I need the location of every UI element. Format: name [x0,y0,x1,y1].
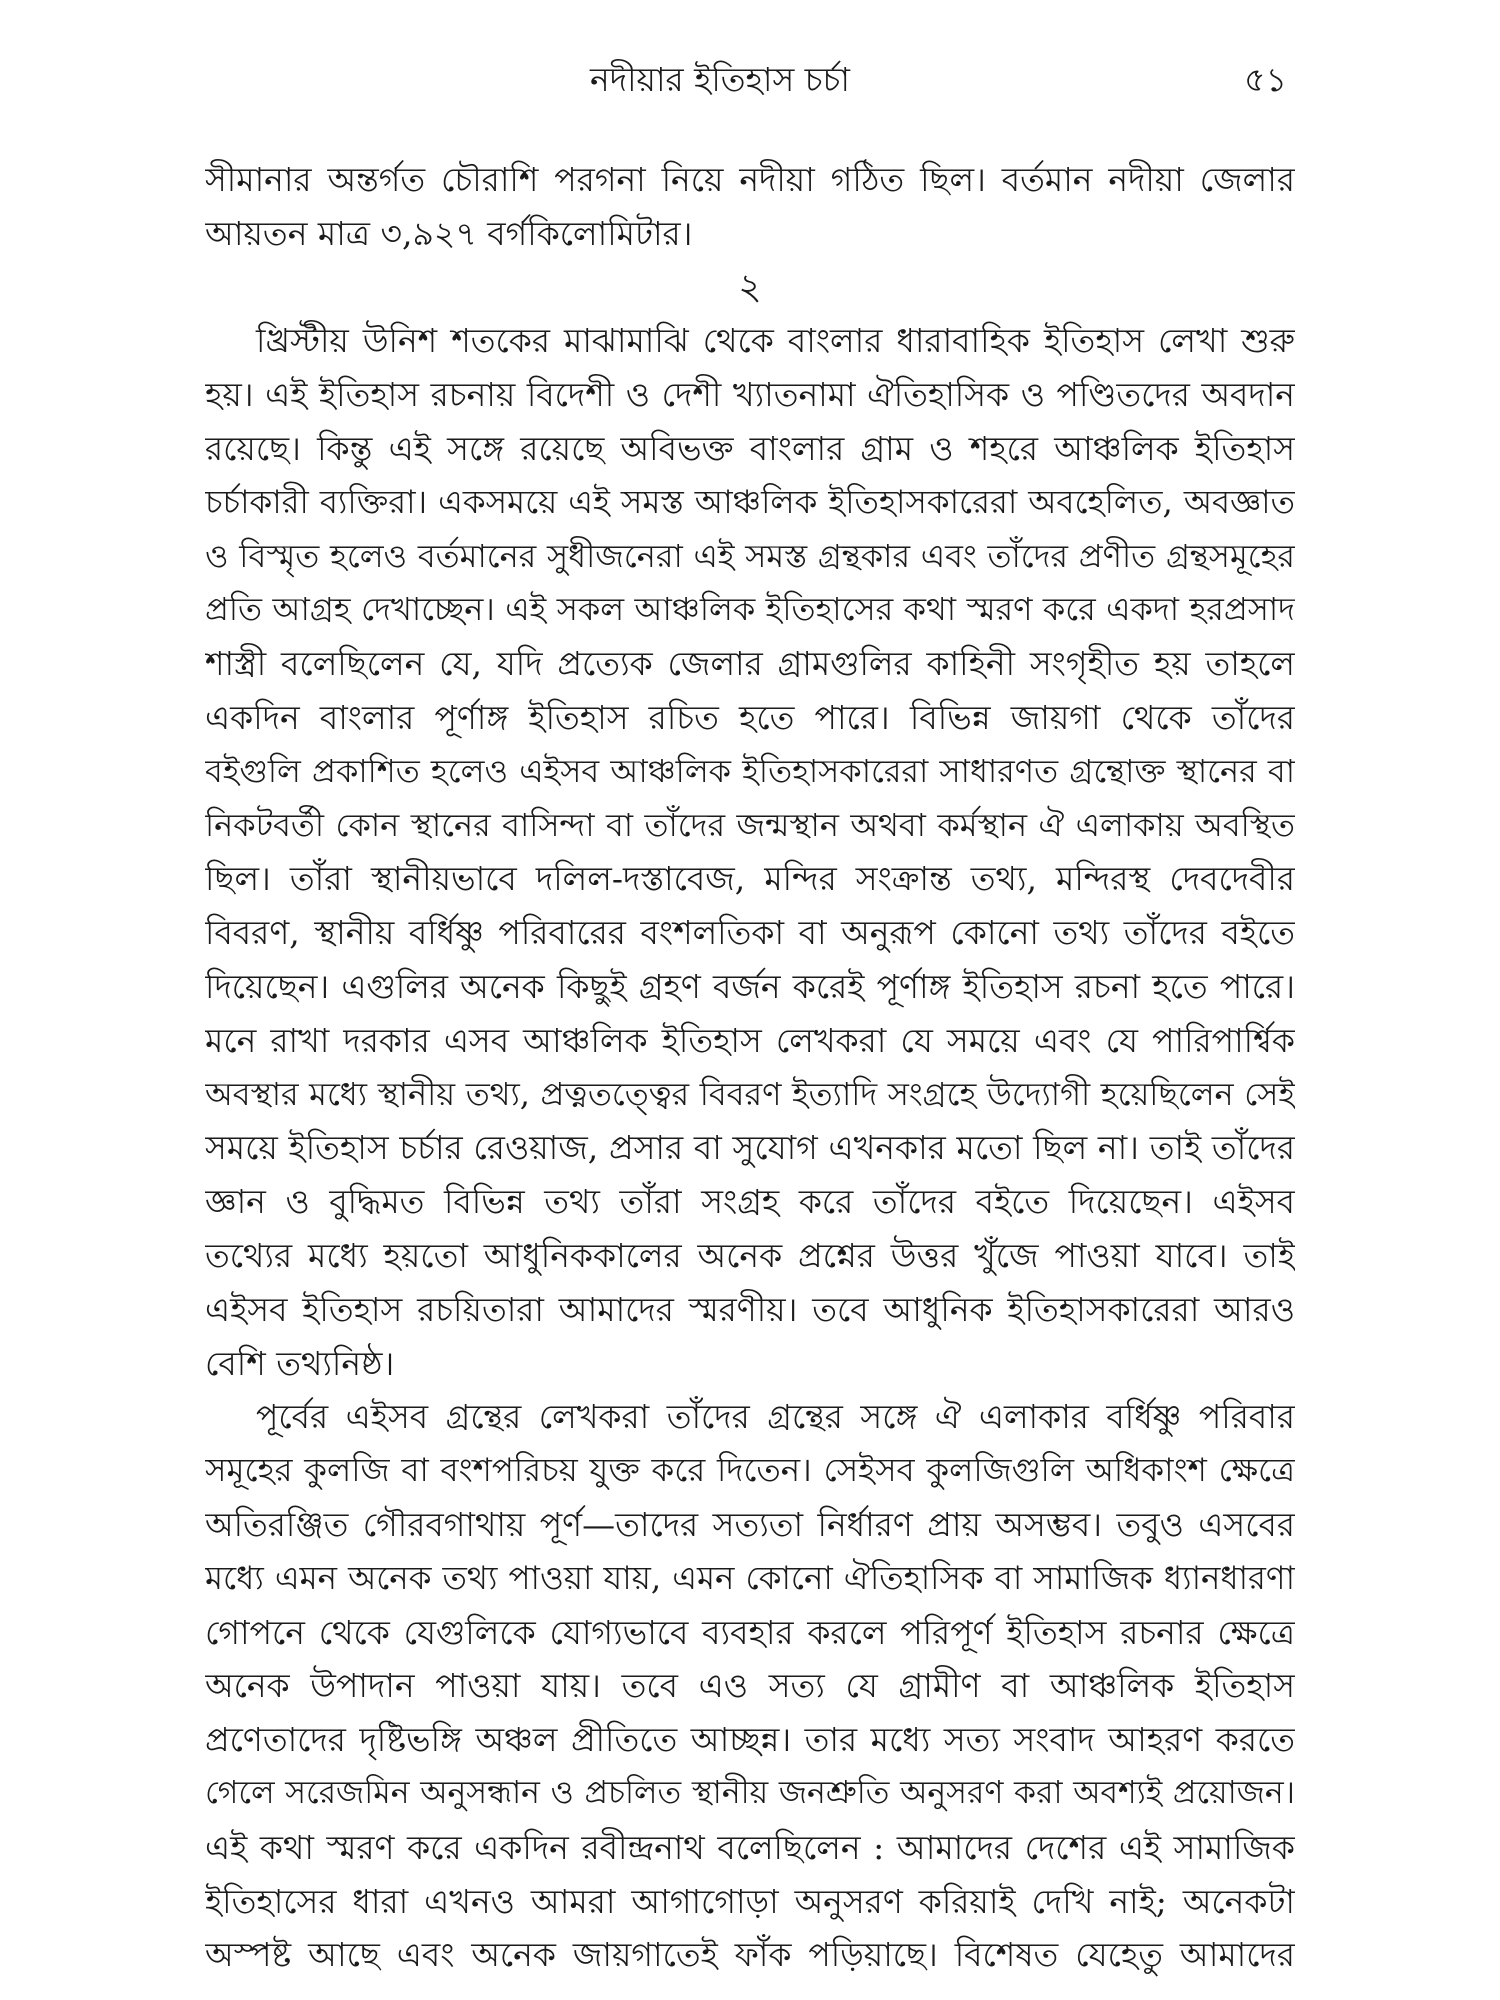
text-line: আয়তন মাত্র ৩,৯২৭ বর্গকিলোমিটার। [205,213,693,253]
text-line: খ্রিস্টীয় উনিশ শতকের মাঝামাঝি থেকে বাংলার ধারাবাহিক ইতিহাস লেখা শুরু [256,321,1295,361]
text-line: অতিরঞ্জিত গৌরবগাথায় পূর্ণ—তাদের সত্যতা নির্ধারণ প্রায় অসম্ভব। তবুও এসবের [205,1504,1295,1544]
text-line: দিয়েছেন। এগুলির অনেক কিছুই গ্রহণ বর্জন করেই পূর্ণাঙ্গ ইতিহাস রচনা হতে পারে। [205,966,1295,1006]
text-line: একদিন বাংলার পূর্ণাঙ্গ ইতিহাস রচিত হতে পারে। বিভিন্ন জায়গা থেকে তাঁদের [205,697,1295,737]
intro-paragraph [205,153,1295,261]
running-head-title: নদীয়ার ইতিহাস চর্চা [590,60,850,99]
text-line: গেলে সরেজমিন অনুসন্ধান ও প্রচলিত স্থানীয় জনশ্রুতি অনুসরণ করা অবশ্যই প্রয়োজন। [205,1774,1295,1811]
text-line: অনেক উপাদান পাওয়া যায়। তবে এও সত্য যে গ্রামীণ বা আঞ্চলিক ইতিহাস [205,1666,1295,1706]
text-line: প্রণেতাদের দৃষ্টিভঙ্গি অঞ্চল প্রীতিতে আচ্ছন্ন। তার মধ্যে সত্য সংবাদ আহরণ করতে [205,1720,1295,1760]
text-line: সীমানার অন্তর্গত চৌরাশি পরগনা নিয়ে নদীয়া গঠিত ছিল। বর্তমান নদীয়া জেলার [205,160,1295,199]
text-line: চর্চাকারী ব্যক্তিরা। একসময়ে এই সমস্ত আঞ্চলিক ইতিহাসকারেরা অবহেলিত, অবজ্ঞাত [205,482,1295,521]
running-header [205,53,1295,107]
text-line: বিবরণ, স্থানীয় বর্ধিষ্ণু পরিবারের বংশলতিকা বা অনুরূপ কোনো তথ্য তাঁদের বইতে [205,913,1295,953]
text-line: সময়ে ইতিহাস চর্চার রেওয়াজ, প্রসার বা সুযোগ এখনকার মতো ছিল না। তাই তাঁদের [205,1128,1295,1168]
text-line: নিকটবর্তী কোন স্থানের বাসিন্দা বা তাঁদের জন্মস্থান অথবা কর্মস্থান ঐ এলাকায় অবস্থিত [205,805,1295,844]
text-line: হয়। এই ইতিহাস রচনায় বিদেশী ও দেশী খ্যাতনামা ঐতিহাসিক ও পণ্ডিতদের অবদান [205,375,1295,415]
text-line: বইগুলি প্রকাশিত হলেও এইসব আঞ্চলিক ইতিহাসকারেরা সাধারণত গ্রন্থোক্ত স্থানের বা [205,751,1295,790]
text-line: সমূহের কুলজি বা বংশপরিচয় যুক্ত করে দিতেন। সেইসব কুলজিগুলি অধিকাংশ ক্ষেত্রে [205,1451,1295,1490]
section-number: ২ [738,266,762,308]
text-line: ইতিহাসের ধারা এখনও আমরা আগাগোড়া অনুসরণ করিয়াই দেখি নাই; অনেকটা [205,1881,1295,1921]
text-line: মধ্যে এমন অনেক তথ্য পাওয়া যায়, এমন কোনো ঐতিহাসিক বা সামাজিক ধ্যানধারণা [205,1558,1295,1597]
paragraph-2 [205,1390,1295,1982]
text-line: এই কথা স্মরণ করে একদিন রবীন্দ্রনাথ বলেছিলেন : আমাদের দেশের এই সামাজিক [205,1827,1295,1867]
page-number: ৫১ [1244,60,1287,99]
text-line: পূর্বের এইসব গ্রন্থের লেখকরা তাঁদের গ্রন্থের সঙ্গে ঐ এলাকার বর্ধিষ্ণু পরিবার [256,1397,1295,1437]
text-line: জ্ঞান ও বুদ্ধিমত বিভিন্ন তথ্য তাঁরা সংগ্রহ করে তাঁদের বইতে দিয়েছেন। এইসব [205,1182,1295,1222]
text-line: গোপনে থেকে যেগুলিকে যোগ্যভাবে ব্যবহার করলে পরিপূর্ণ ইতিহাস রচনার ক্ষেত্রে [205,1612,1295,1652]
text-line: বেশি তথ্যনিষ্ঠ। [205,1343,395,1383]
paragraph-1 [205,314,1295,1390]
text-line: ছিল। তাঁরা স্থানীয়ভাবে দলিল-দস্তাবেজ, মন্দির সংক্রান্ত তথ্য, মন্দিরস্থ দেবদেবীর [205,859,1295,899]
body-text [205,153,1295,1982]
text-line: রয়েছে। কিন্তু এই সঙ্গে রয়েছে অবিভক্ত বাংলার গ্রাম ও শহরে আঞ্চলিক ইতিহাস [205,428,1295,468]
text-line: প্রতি আগ্রহ দেখাচ্ছেন। এই সকল আঞ্চলিক ইতিহাসের কথা স্মরণ করে একদা হরপ্রসাদ [205,590,1295,629]
text-line: ও বিস্মৃত হলেও বর্তমানের সুধীজনেরা এই সমস্ত গ্রন্থকার এবং তাঁদের প্রণীত গ্রন্থসমূহের [205,536,1295,575]
text-line: শাস্ত্রী বলেছিলেন যে, যদি প্রত্যেক জেলার গ্রামগুলির কাহিনী সংগৃহীত হয় তাহলে [205,644,1295,684]
text-line: তথ্যের মধ্যে হয়তো আধুনিককালের অনেক প্রশ্নের উত্তর খুঁজে পাওয়া যাবে। তাই [205,1235,1295,1275]
text-line: মনে রাখা দরকার এসব আঞ্চলিক ইতিহাস লেখকরা যে সময়ে এবং যে পারিপার্শ্বিক [205,1020,1295,1060]
text-line: অবস্থার মধ্যে স্থানীয় তথ্য, প্রত্নতত্ত্বের বিবরণ ইত্যাদি সংগ্রহে উদ্যোগী হয়েছিলেন সেই [205,1074,1295,1113]
text-line: এইসব ইতিহাস রচয়িতারা আমাদের স্মরণীয়। তবে আধুনিক ইতিহাসকারেরা আরও [205,1289,1295,1329]
text-line: অস্পষ্ট আছে এবং অনেক জায়গাতেই ফাঁক পড়িয়াছে। বিশেষত যেহেতু আমাদের [205,1935,1295,1975]
